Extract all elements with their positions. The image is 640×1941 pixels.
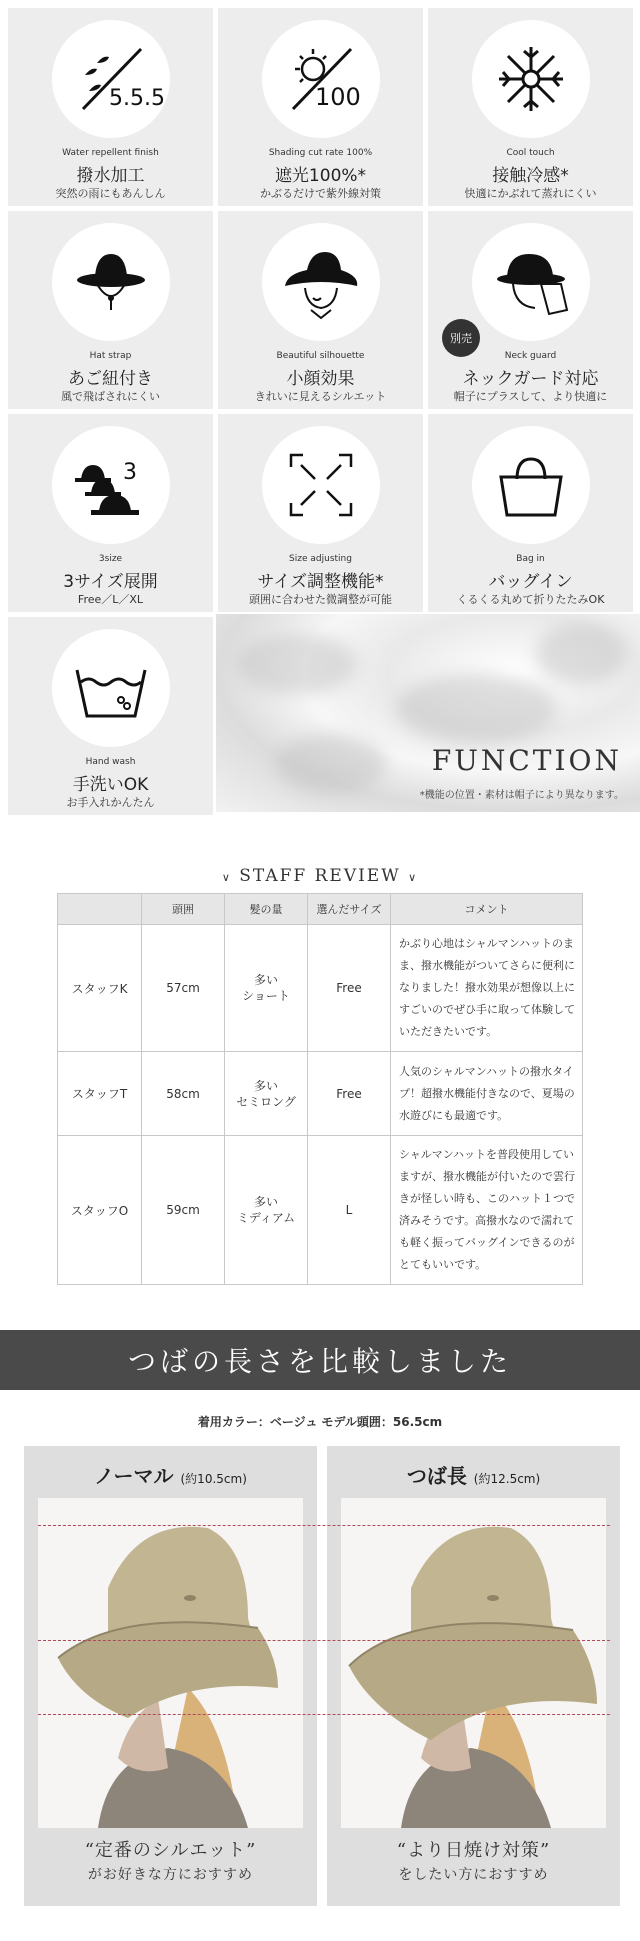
staff-size: L	[308, 1136, 391, 1285]
hat-model-image	[341, 1498, 606, 1828]
feature-en: Shading cut rate 100%	[268, 148, 373, 158]
table-header: コメント	[391, 894, 583, 925]
staff-hair: 多い ショート	[225, 925, 308, 1052]
sold-separately-badge: 別売	[442, 319, 480, 357]
feature-circle	[472, 426, 590, 544]
compare-size: (約12.5cm)	[473, 1472, 541, 1486]
feature-jp: 手洗いOK	[72, 775, 149, 795]
guide-line-top	[38, 1525, 610, 1526]
compare-normal	[24, 1446, 317, 1906]
compare-heading	[327, 1460, 620, 1489]
table-row	[58, 925, 583, 1052]
chevron-down-icon: ∨	[221, 871, 232, 884]
water-repellent-icon	[71, 39, 165, 119]
guide-line-middle	[38, 1640, 610, 1641]
feature-sub: 風で飛ばされにくい	[61, 390, 160, 403]
feature-size-adjust	[218, 414, 423, 612]
feature-en: Size adjusting	[289, 554, 352, 564]
feature-sub: かぶるだけで紫外線対策	[260, 187, 381, 200]
table-header: 選んだサイズ	[308, 894, 391, 925]
feature-jp: バッグイン	[488, 572, 573, 592]
feature-jp: サイズ調整機能*	[257, 572, 384, 592]
feature-jp: ネックガード対応	[462, 369, 599, 389]
feature-neck-guard	[428, 211, 633, 409]
bag-icon	[491, 445, 571, 525]
feature-sub: 頭囲に合わせた微調整が可能	[249, 593, 392, 606]
sun-shading-icon	[281, 39, 361, 119]
feature-en: Hand wash	[85, 757, 136, 767]
compare-title: ノーマル	[94, 1464, 174, 1488]
hat-strap-icon	[71, 242, 151, 322]
hat-model-image	[38, 1498, 303, 1828]
feature-sub: くるくる丸めて折りたたみOK	[456, 593, 605, 606]
staff-comment: シャルマンハットを普段使用していますが、撥水機能が付いたので雲行きが怪しい時も、このハット１つで済みそうです。高撥水なので濡れても軽く振ってバッグインできるのがとてもいいです。	[391, 1136, 583, 1285]
svg-text:3: 3	[122, 460, 137, 485]
feature-circle	[52, 20, 170, 138]
feature-sub: 突然の雨にもあんしん	[55, 187, 166, 200]
feature-grid	[0, 0, 640, 820]
staff-review-heading: STAFF REVIEW	[239, 866, 401, 886]
feature-circle	[472, 20, 590, 138]
feature-circle	[52, 629, 170, 747]
feature-jp: 撥水加工	[76, 166, 145, 186]
compare-quote: “より日焼け対策”	[396, 1840, 551, 1861]
feature-en: Neck guard	[504, 351, 557, 361]
function-panel	[216, 614, 640, 812]
feature-circle	[472, 223, 590, 341]
feature-sub: 快適にかぶれて蒸れにくい	[464, 187, 597, 200]
staff-head-size: 58cm	[142, 1052, 225, 1136]
feature-cool-touch	[428, 8, 633, 206]
feature-circle	[52, 223, 170, 341]
staff-comment: かぶり心地はシャルマンハットのまま、撥水機能がついてさらに便利になりました！撥水効果が想像以上にすごいのでぜひ手に取って体験していただきたいです。	[391, 925, 583, 1052]
guide-line-bottom	[38, 1714, 610, 1715]
feature-hand-wash	[8, 617, 213, 815]
feature-sub: きれいに見えるシルエット	[254, 390, 387, 403]
staff-size: Free	[308, 925, 391, 1052]
function-note: *機能の位置・素材は帽子により異なります。	[419, 790, 624, 801]
shadow-decoration	[396, 674, 556, 744]
table-row	[58, 1052, 583, 1136]
feature-jp: 3サイズ展開	[63, 572, 158, 592]
three-hats-icon	[71, 445, 151, 525]
feature-en: Hat strap	[89, 351, 132, 361]
shadow-decoration	[536, 624, 626, 684]
table-header: 髪の量	[225, 894, 308, 925]
staff-comment: 人気のシャルマンハットの撥水タイプ！超撥水機能付きなので、夏場の水遊びにも最適です。	[391, 1052, 583, 1136]
compare-size: (約10.5cm)	[180, 1472, 247, 1486]
compare-quote-sub: をしたい方におすすめ	[398, 1867, 549, 1883]
feature-hat-strap	[8, 211, 213, 409]
brim-comparison-banner: つばの長さを比較しました	[0, 1330, 640, 1390]
staff-size: Free	[308, 1052, 391, 1136]
compare-quote: “定番のシルエット”	[84, 1840, 257, 1861]
feature-en: Cool touch	[506, 148, 555, 158]
shadow-decoration	[236, 634, 356, 694]
feature-circle	[262, 426, 380, 544]
svg-text:100: 100	[314, 83, 361, 111]
compare-long	[327, 1446, 620, 1906]
neck-guard-icon	[491, 242, 571, 322]
feature-circle	[52, 426, 170, 544]
chevron-down-icon: ∨	[408, 871, 419, 884]
feature-jp: あご紐付き	[68, 369, 153, 389]
table-header-row	[58, 894, 583, 925]
staff-hair: 多い セミロング	[225, 1052, 308, 1136]
table-header	[58, 894, 142, 925]
staff-hair: 多い ミディアム	[225, 1136, 308, 1285]
feature-jp: 遮光100%*	[274, 166, 367, 186]
feature-circle	[262, 223, 380, 341]
compare-quote-sub: がお好きな方におすすめ	[87, 1867, 254, 1883]
table-row	[58, 1136, 583, 1285]
feature-shading	[218, 8, 423, 206]
staff-head-size: 59cm	[142, 1136, 225, 1285]
svg-text:5.5.5: 5.5.5	[108, 86, 165, 111]
hat-photo-long	[341, 1498, 606, 1828]
function-title: FUNCTION	[431, 744, 622, 777]
shadow-decoration	[276, 734, 386, 794]
staff-name: スタッフT	[58, 1052, 142, 1136]
staff-review-title	[0, 866, 640, 886]
feature-en: 3size	[98, 554, 123, 564]
feature-sub: 帽子にプラスして、より快適に	[453, 390, 608, 403]
silhouette-icon	[281, 242, 361, 322]
compare-heading	[24, 1460, 317, 1489]
compare-title: つば長	[406, 1464, 467, 1488]
staff-name: スタッフK	[58, 925, 142, 1052]
feature-en: Bag in	[516, 554, 545, 564]
feature-en: Beautiful silhouette	[276, 351, 365, 361]
staff-name: スタッフO	[58, 1136, 142, 1285]
hat-photo-normal	[38, 1498, 303, 1828]
feature-bag-in	[428, 414, 633, 612]
feature-en: Water repellent finish	[62, 148, 159, 158]
snowflake-icon	[491, 39, 571, 119]
feature-circle	[262, 20, 380, 138]
table-header: 頭囲	[142, 894, 225, 925]
hand-wash-icon	[71, 648, 151, 728]
feature-jp: 小顔効果	[286, 369, 355, 389]
staff-review-table	[57, 893, 583, 1285]
staff-head-size: 57cm	[142, 925, 225, 1052]
feature-jp: 接触冷感*	[492, 166, 569, 186]
size-adjust-icon	[281, 445, 361, 525]
feature-silhouette	[218, 211, 423, 409]
feature-sub: お手入れかんたん	[66, 796, 155, 809]
model-note: 着用カラー：ベージュ モデル頭囲：56.5cm	[197, 1415, 443, 1429]
feature-3size	[8, 414, 213, 612]
feature-water-repellent	[8, 8, 213, 206]
feature-sub: Free／L／XL	[77, 593, 144, 606]
